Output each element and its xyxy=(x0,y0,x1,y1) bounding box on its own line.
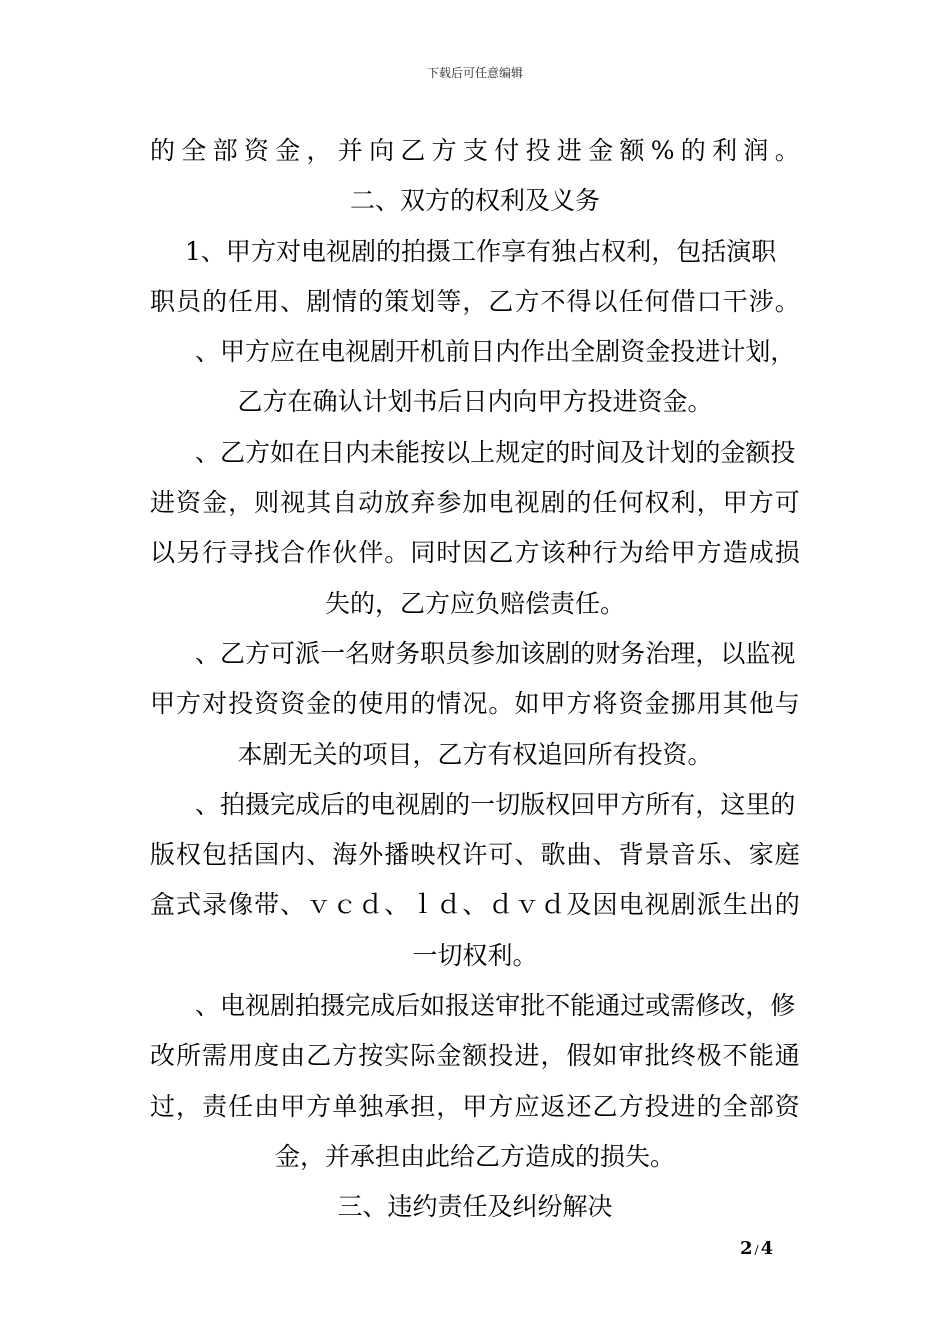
text-line: 本剧无关的项目，乙方有权追回所有投资。 xyxy=(237,739,713,769)
section-heading: 三、违约责任及纠纷解决 xyxy=(337,1192,613,1222)
text-line: 、 拍 摄 完 成 后 的 电 视 剧 的 一 切 版 权 回 甲 方 所 有 ， 这 里 的 xyxy=(195,789,796,819)
document-body xyxy=(150,126,800,1233)
text-line: 职 员 的 任 用 、 剧 情 的 策 划 等 ， 乙 方 不 得 以 任 何 借 口 干 涉 。 xyxy=(150,286,800,316)
text-line: 、 甲 方 应 在 电 视 剧 开 机 前 日 内 作 出 全 剧 资 金 投 进 计 划 ， xyxy=(195,337,796,367)
text-line: 金，并承担由此给乙方造成的损失。 xyxy=(274,1141,675,1171)
section-heading: 二、双方的权利及义务 xyxy=(349,186,600,216)
text-line: 、 电 视 剧 拍 摄 完 成 后 如 报 送 审 批 不 能 通 过 或 需 修 改 ， 修 xyxy=(195,991,796,1021)
page-header: 下载后可任意编辑 xyxy=(426,66,523,80)
current-page: 2 xyxy=(740,1238,753,1259)
text-line: 、 乙 方 可 派 一 名 财 务 职 员 参 加 该 剧 的 财 务 治 理 ， 以 监 视 xyxy=(195,638,796,668)
text-line: 1 、 甲 方 对 电 视 剧 的 拍 摄 工 作 享 有 独 占 权 利 ， 包 括 演 职 xyxy=(185,236,777,266)
text-line: 改 所 需 用 度 由 乙 方 按 实 际 金 额 投 进 ， 假 如 审 批 终 极 不 能 通 xyxy=(150,1041,800,1071)
page-separator: / xyxy=(754,1243,759,1257)
text-line: 进 资 金 ， 则 视 其 自 动 放 弃 参 加 电 视 剧 的 任 何 权 利 ， 甲 方 可 xyxy=(150,488,800,518)
text-line: 过 ， 责 任 由 甲 方 单 独 承 担 ， 甲 方 应 返 还 乙 方 投 进 的 全 部 资 xyxy=(150,1091,800,1121)
text-line: 乙方在确认计划书后日内向甲方投进资金。 xyxy=(237,387,713,417)
text-line: 失的，乙方应负赔偿责任。 xyxy=(324,588,625,618)
text-line: 甲 方 对 投 资 资 金 的 使 用 的 情 况 。 如 甲 方 将 资 金 挪 用 其 他 与 xyxy=(150,689,800,719)
text-line: 盒 式 录 像 带 、 ｖ ｃ ｄ 、 ｌ ｄ 、 ｄ ｖ ｄ 及 因 电 视 剧 派 生 出 的 xyxy=(150,890,800,920)
text-line: 一切权利。 xyxy=(412,940,538,970)
text-line: 以 另 行 寻 找 合 作 伙 伴 。 同 时 因 乙 方 该 种 行 为 给 甲 方 造 成 损 xyxy=(150,538,800,568)
page-number xyxy=(740,1238,773,1259)
text-line: 版 权 包 括 国 内 、 海 外 播 映 权 许 可 、 歌 曲 、 背 景 音 乐 、 家 庭 xyxy=(150,840,800,870)
total-pages: 4 xyxy=(760,1238,774,1259)
text-line: 、 乙 方 如 在 日 内 未 能 按 以 上 规 定 的 时 间 及 计 划 的 金 额 投 xyxy=(195,437,796,467)
text-line: 的 全 部 资 金 ， 并 向 乙 方 支 付 投 进 金 额 % 的 利 润 。 xyxy=(150,136,800,165)
